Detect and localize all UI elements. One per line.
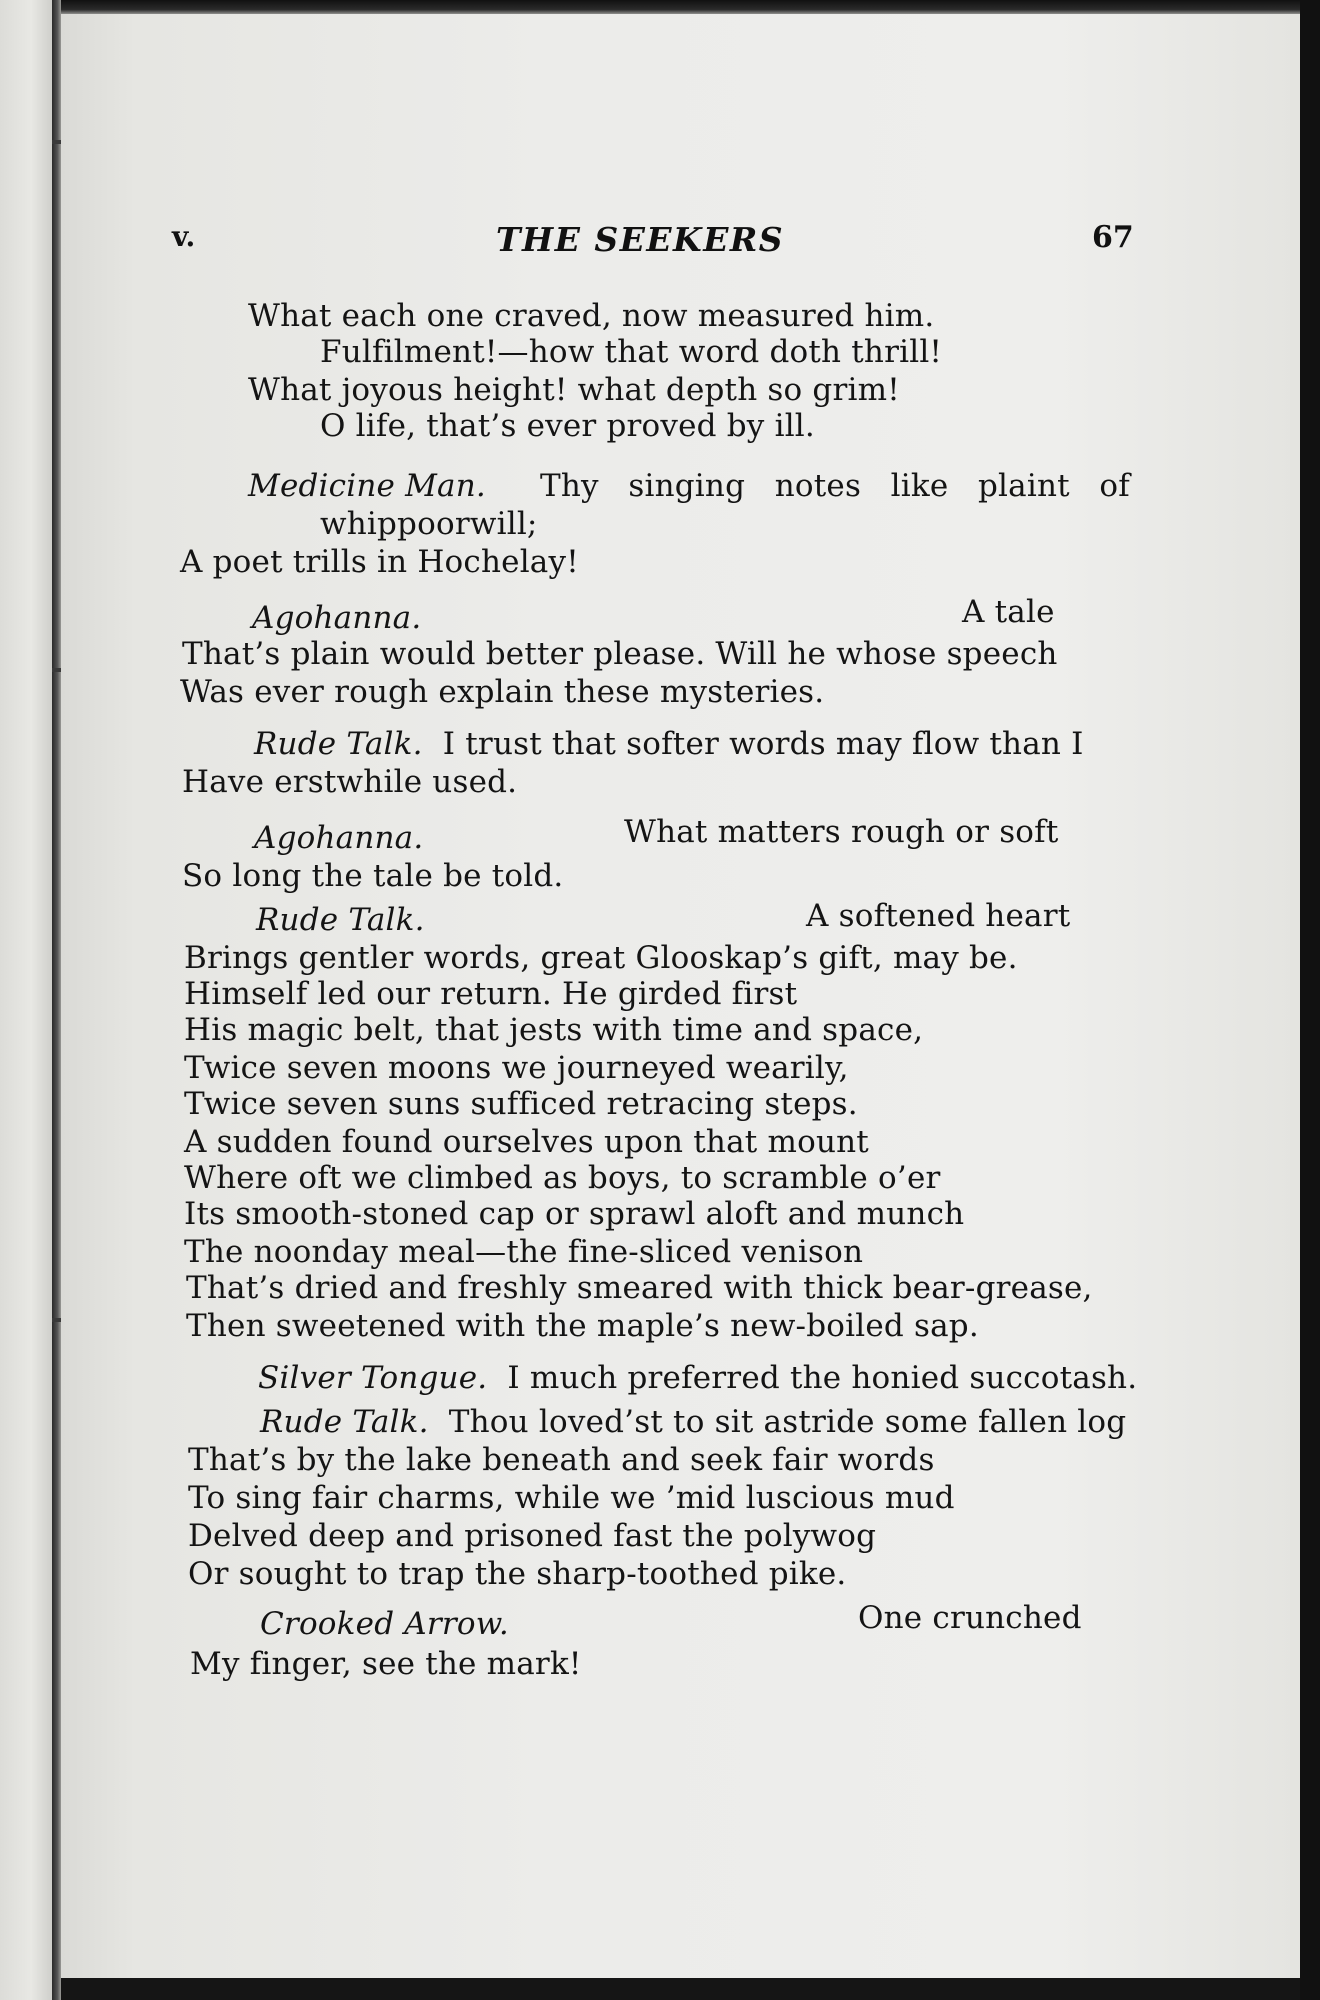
speaker-line xyxy=(248,468,1130,504)
page-number: 67 xyxy=(1092,220,1134,255)
poem-line: What joyous height! what depth so grim! xyxy=(248,372,900,408)
speaker-name: Agohanna. xyxy=(254,820,424,856)
running-title: THE SEEKERS xyxy=(496,220,785,259)
poem-line: That’s by the lake beneath and seek fair words xyxy=(188,1442,935,1478)
section-marker: v. xyxy=(172,220,196,253)
poem-line: The noonday meal—the fine-sliced venison xyxy=(184,1234,864,1270)
poem-line: Where oft we climbed as boys, to scramble o’er xyxy=(184,1160,941,1196)
line-text: Thy singing notes like plaint of xyxy=(540,468,1130,504)
book-binding xyxy=(52,0,61,2000)
line-text: A tale xyxy=(962,594,1055,630)
poem-line: So long the tale be told. xyxy=(182,858,564,894)
poem-line: Or sought to trap the sharp-toothed pike. xyxy=(188,1556,847,1592)
speaker-name: Crooked Arrow. xyxy=(260,1606,509,1642)
line-text: A softened heart xyxy=(806,898,1071,934)
speaker-line xyxy=(260,1404,1126,1440)
speaker-line xyxy=(256,902,425,938)
speaker-line xyxy=(254,726,1084,762)
speaker-name: Agohanna. xyxy=(252,600,422,636)
speaker-name: Rude Talk. xyxy=(254,726,423,762)
poem-line: Twice seven suns sufficed retracing steps. xyxy=(184,1086,858,1122)
poem-line: A sudden found ourselves upon that mount xyxy=(184,1124,869,1160)
line-text: I trust that softer words may flow than I xyxy=(442,726,1084,762)
poem-line: A poet trills in Hochelay! xyxy=(180,544,579,580)
poem-line: Have erstwhile used. xyxy=(182,764,518,800)
poem-line: Fulfilment!—how that word doth thrill! xyxy=(320,334,943,370)
poem-line: whippoorwill; xyxy=(320,506,538,542)
poem-line: That’s plain would better please. Will he whose speech xyxy=(182,636,1058,672)
line-text: I much preferred the honied succotash. xyxy=(507,1360,1138,1396)
left-margin xyxy=(0,0,52,2000)
poem-line: Brings gentler words, great Glooskap’s gift, may be. xyxy=(184,940,1018,976)
poem-line: His magic belt, that jests with time and space, xyxy=(184,1012,924,1048)
poem-line: Was ever rough explain these mysteries. xyxy=(180,674,825,710)
speaker-name: Medicine Man. xyxy=(248,468,486,504)
speaker-line xyxy=(252,600,421,636)
right-edge-shadow xyxy=(1300,0,1320,2000)
poem-line: Delved deep and prisoned fast the polywog xyxy=(188,1518,877,1554)
speaker-line xyxy=(254,820,423,856)
speaker-line xyxy=(258,1360,1137,1396)
poem-line: Its smooth-stoned cap or sprawl aloft and munch xyxy=(184,1196,965,1232)
poem-line: O life, that’s ever proved by ill. xyxy=(320,408,815,444)
line-text: One crunched xyxy=(858,1600,1082,1636)
speaker-line xyxy=(260,1606,509,1642)
poem-line: Himself led our return. He girded first xyxy=(184,976,798,1012)
poem-line: What each one craved, now measured him. xyxy=(248,298,935,334)
line-text: What matters rough or soft xyxy=(624,814,1059,850)
line-text: Thou loved’st to sit astride some fallen log xyxy=(448,1404,1127,1440)
speaker-name: Rude Talk. xyxy=(256,902,425,938)
poem-line: To sing fair charms, while we ’mid luscious mud xyxy=(188,1480,955,1516)
poem-line: Then sweetened with the maple’s new-boiled sap. xyxy=(186,1308,979,1344)
poem-line: My finger, see the mark! xyxy=(190,1646,582,1682)
speaker-name: Rude Talk. xyxy=(260,1404,429,1440)
poem-line: Twice seven moons we journeyed wearily, xyxy=(184,1050,849,1086)
poem-line: That’s dried and freshly smeared with thick bear-grease, xyxy=(186,1270,1093,1306)
speaker-name: Silver Tongue. xyxy=(258,1360,488,1396)
